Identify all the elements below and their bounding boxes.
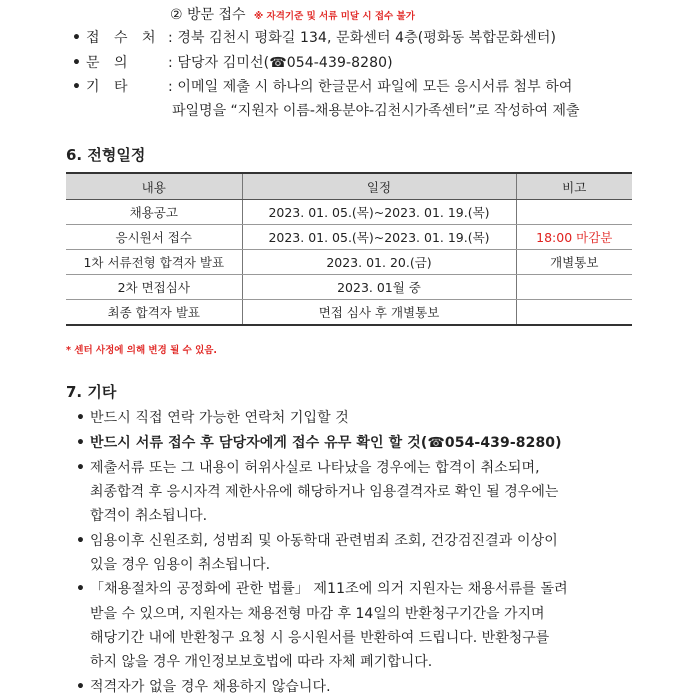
row-date: 면접 심사 후 개별통보 (242, 300, 516, 326)
other-title: 7. 기타 (66, 383, 117, 401)
schedule-title: 6. 전형일정 (66, 146, 146, 164)
apply-place-label: 접 수 처 (86, 30, 161, 46)
row-content: 2차 면접심사 (66, 275, 242, 300)
other-bullet-3: • 제출서류 또는 그 내용이 허위사실로 나타났을 경우에는 합격이 취소되며, (76, 460, 540, 476)
other-bullet-2: • 반드시 서류 접수 후 담당자에게 접수 유무 확인 할 것(☎054-439-8280) (76, 435, 562, 451)
header-content: 내용 (66, 173, 242, 200)
apply-place-line: • 접 수 처 : 경북 김천시 평화길 134, 문화센터 4층(평화동 복합문화센터) (72, 27, 556, 47)
table-row (66, 300, 632, 326)
other-bullet-5-line-2: 받을 수 있으며, 지원자는 채용전형 마감 후 14일의 반환청구기간을 가지며 (90, 606, 545, 622)
row-remark (516, 200, 632, 225)
visit-apply-note: ※ 자격기준 및 서류 미달 시 접수 불가 (254, 11, 415, 22)
contact-label: 문 의 (86, 55, 133, 71)
row-content: 최종 합격자 발표 (66, 300, 242, 326)
other-bullet-4: • 임용이후 신원조회, 성범죄 및 아동학대 관련범죄 조회, 건강검진결과 이상이 (76, 533, 558, 549)
other-bullet-5: • 「채용절차의 공정화에 관한 법률」 제11조에 의거 지원자는 채용서류를 돌려 (76, 581, 568, 597)
row-content: 1차 서류전형 합격자 발표 (66, 250, 242, 275)
header-date: 일정 (242, 173, 516, 200)
other-bullet-5-line-3: 해당기간 내에 반환청구 요청 시 응시원서를 반환하여 드립니다. 반환청구를 (90, 630, 550, 646)
row-remark (516, 300, 632, 326)
other-bullet-3-line-2: 최종합격 후 응시자격 제한사유에 해당하거나 임용결격자로 확인 될 경우에는 (90, 484, 559, 500)
schedule-table (66, 172, 632, 326)
table-row (66, 275, 632, 300)
apply-place-value: : 경북 김천시 평화길 134, 문화센터 4층(평화동 복합문화센터) (168, 30, 557, 46)
etc-value: : 이메일 제출 시 하나의 한글문서 파일에 모든 응시서류 첨부 하여 (168, 79, 573, 95)
visit-apply-line (170, 4, 415, 24)
other-bullet-3-line-3: 합격이 취소됩니다. (90, 508, 208, 524)
other-bullet-4-line-2: 있을 경우 임용이 취소됩니다. (90, 557, 271, 573)
other-bullet-5-text: 「채용절차의 공정화에 관한 법률」 제11조에 의거 지원자는 채용서류를 돌려 (90, 581, 568, 597)
header-remark: 비고 (516, 173, 632, 200)
row-remark: 18:00 마감분 (516, 225, 632, 250)
other-bullet-5-line-4: 하지 않을 경우 개인정보보호법에 따라 자체 폐기합니다. (90, 654, 433, 670)
row-date: 2023. 01. 05.(목)~2023. 01. 19.(목) (242, 200, 516, 225)
row-remark: 개별통보 (516, 250, 632, 275)
table-row (66, 225, 632, 250)
row-content: 응시원서 접수 (66, 225, 242, 250)
table-row (66, 200, 632, 225)
table-row (66, 250, 632, 275)
other-bullet-6-text: 적격자가 없을 경우 채용하지 않습니다. (90, 679, 331, 695)
other-bullet-6: • 적격자가 없을 경우 채용하지 않습니다. (76, 679, 331, 695)
other-bullet-1: • 반드시 직접 연락 가능한 연락처 기입할 것 (76, 410, 349, 426)
other-bullet-4-text: 임용이후 신원조회, 성범죄 및 아동학대 관련범죄 조회, 건강검진결과 이상이 (90, 533, 558, 549)
row-date: 2023. 01월 중 (242, 275, 516, 300)
row-date: 2023. 01. 05.(목)~2023. 01. 19.(목) (242, 225, 516, 250)
contact-line: • 문 의 : 담당자 김미선(☎054-439-8280) (72, 52, 393, 72)
row-content: 채용공고 (66, 200, 242, 225)
etc-line-2: 파일명을 “지원자 이름-채용분야-김천시가족센터”로 작성하여 제출 (172, 103, 580, 119)
contact-value: : 담당자 김미선(☎054-439-8280) (168, 55, 393, 71)
other-bullet-2-text: 반드시 서류 접수 후 담당자에게 접수 유무 확인 할 것(☎054-439-8280) (90, 435, 562, 451)
schedule-header-row (66, 173, 632, 200)
other-bullet-3-text: 제출서류 또는 그 내용이 허위사실로 나타났을 경우에는 합격이 취소되며, (90, 460, 540, 476)
row-date: 2023. 01. 20.(금) (242, 250, 516, 275)
row-remark (516, 275, 632, 300)
schedule-note: * 센터 사정에 의해 변경 될 수 있음. (66, 345, 218, 356)
etc-label: 기 타 (86, 79, 133, 95)
visit-apply-label: ② 방문 접수 (170, 7, 246, 23)
etc-line: • 기 타 : 이메일 제출 시 하나의 한글문서 파일에 모든 응시서류 첨부 하여 (72, 76, 573, 96)
other-bullet-1-text: 반드시 직접 연락 가능한 연락처 기입할 것 (90, 410, 349, 426)
